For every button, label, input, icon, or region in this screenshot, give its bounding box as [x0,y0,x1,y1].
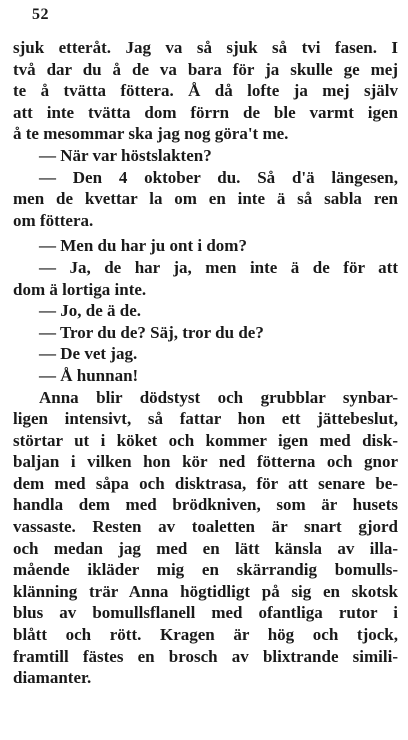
text-line: — Men du har ju ont i dom? [39,236,247,256]
text-line: blus av bomullsflanell med ofantliga rutor i [13,603,398,623]
page-body-text [13,37,398,689]
text-line: — Ja, de har ja, men inte ä de för att [39,257,398,277]
text-line: ligen intensivt, så fattar hon ett jättebeslut, [13,409,398,429]
text-line: — Å hunnan! [39,365,139,385]
text-line: — De vet jag. [39,344,138,364]
text-line: blått och rött. Kragen är hög och tjock, [13,625,398,645]
text-line: men de kvettar la om en inte ä så sabla ren [13,189,398,209]
text-line: vassaste. Resten av toaletten är snart gjord [13,517,398,537]
text-line: — Jo, de ä de. [39,301,141,321]
text-line: dem med såpa och disktrasa, för att senare be- [13,473,398,493]
text-line: framtill fästes en brosch av blixtrande simili- [13,646,398,666]
text-line: att inte tvätta dom förrn de ble varmt igen [13,102,398,122]
text-line: baljan i vilken hon kör ned fötterna och gnor [13,452,398,472]
text-line: handla dem med brödkniven, som är husets [13,495,398,515]
text-line: mående ikläder mig en skärrandig bomulls- [13,560,398,580]
text-line: diamanter. [13,668,92,688]
text-line: — När var höstslakten? [39,145,212,165]
text-line: te å tvätta föttera. Å då lofte ja mej själv [13,81,398,101]
text-line: och medan jag med en lätt känsla av illa- [13,538,398,558]
text-line: klänning trär Anna högtidligt på sig en skotsk [13,581,398,601]
text-line: sjuk etteråt. Jag va så sjuk så tvi fasen. I [13,38,398,57]
page-number: 52 [32,6,49,23]
text-line: — Den 4 oktober du. Så d'ä längesen, [39,167,398,187]
text-line: å te mesommar ska jag nog göra't me. [13,124,289,144]
text-line: — Tror du de? Säj, tror du de? [39,322,264,342]
text-line: om föttera. [13,210,94,230]
text-line: störtar ut i köket och kommer igen med disk- [13,430,398,450]
text-line: två dar du å de va bara för ja skulle ge mej [13,59,398,79]
text-line: Anna blir dödstyst och grubblar synbar- [39,387,398,407]
text-line: dom ä lortiga inte. [13,279,147,299]
